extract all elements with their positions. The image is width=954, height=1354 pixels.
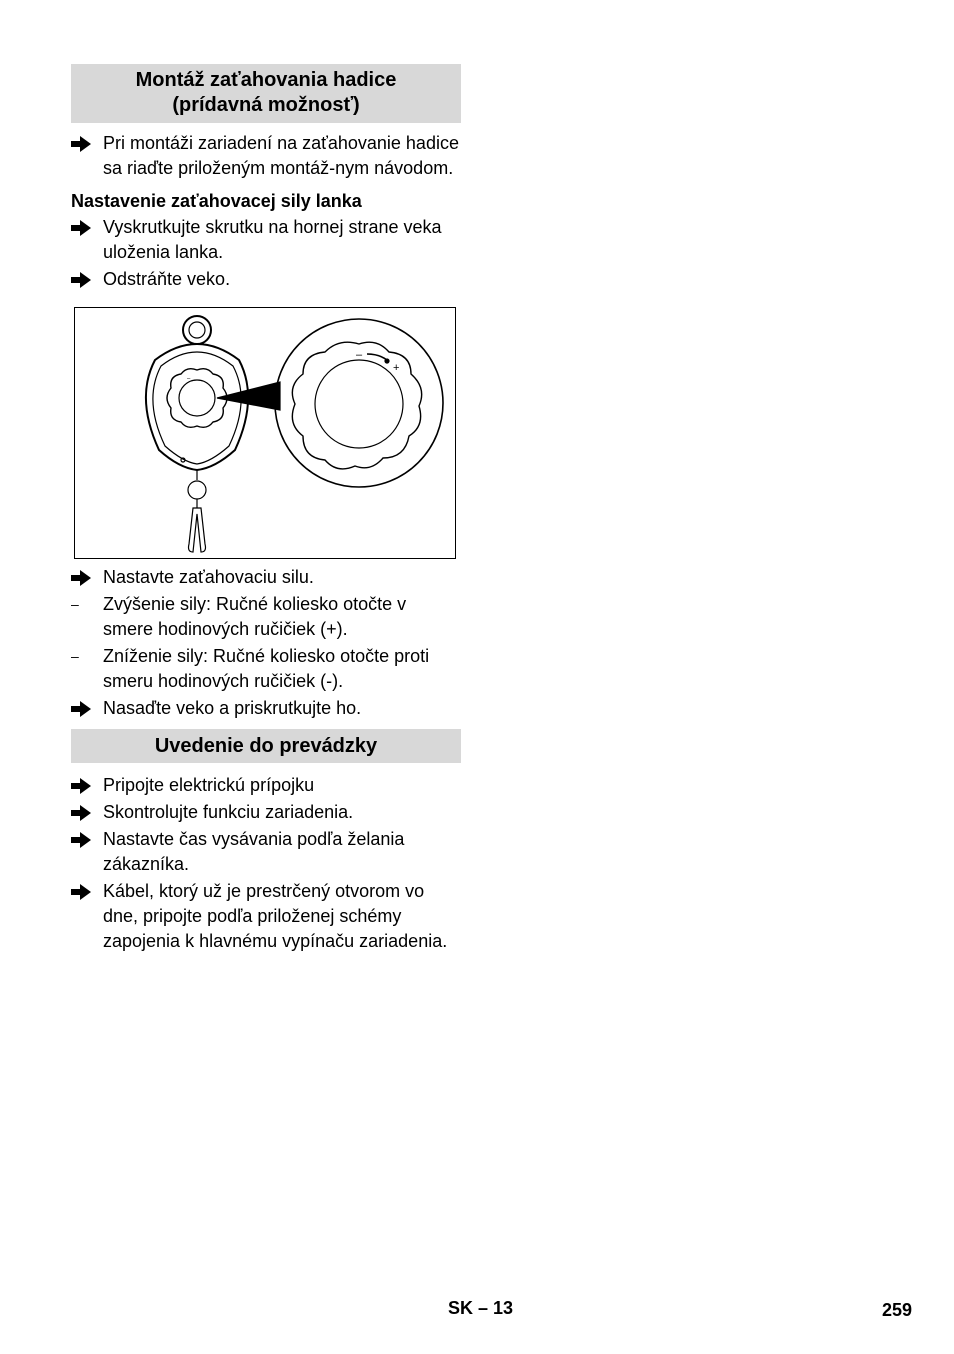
subsection-title: Nastavenie zaťahovacej sily lanka bbox=[71, 191, 362, 211]
list-item bbox=[71, 592, 461, 642]
dial-minus-small: – bbox=[187, 376, 191, 382]
list-item bbox=[71, 215, 461, 265]
footer-lang: SK bbox=[448, 1298, 474, 1318]
item-text: Zníženie sily: Ručné koliesko otočte proti smeru hodinových ručičiek (-). bbox=[103, 646, 430, 691]
right-arrow-icon bbox=[71, 267, 97, 288]
list-item bbox=[71, 131, 461, 181]
section-heading-commissioning: Uvedenie do prevádzky bbox=[71, 729, 461, 763]
item-text: Pripojte elektrickú prípojku bbox=[103, 775, 315, 795]
right-arrow-icon bbox=[71, 696, 97, 717]
content-column bbox=[71, 64, 461, 954]
list-item bbox=[71, 773, 461, 798]
item-text: Vyskrutkujte skrutku na hornej strane veka uloženia lanka. bbox=[103, 217, 442, 262]
heading-line-1: Montáž zaťahovania hadice bbox=[135, 69, 397, 91]
right-arrow-icon bbox=[71, 215, 97, 236]
right-arrow-icon bbox=[71, 565, 97, 586]
list-item bbox=[71, 827, 461, 877]
right-arrow-icon bbox=[71, 773, 97, 794]
list-item bbox=[71, 267, 461, 292]
item-text: Zvýšenie sily: Ručné koliesko otočte v smere hodinových ručičiek (+). bbox=[103, 594, 407, 639]
right-arrow-icon bbox=[71, 827, 97, 848]
right-arrow-icon bbox=[71, 131, 97, 152]
dial-minus-label: – bbox=[356, 349, 363, 361]
item-text: Skontrolujte funkciu zariadenia. bbox=[103, 802, 354, 822]
right-arrow-icon bbox=[71, 879, 97, 900]
section-heading-hose-retraction bbox=[71, 64, 461, 123]
item-text: Odstráňte veko. bbox=[103, 269, 231, 289]
item-text: Nastavte zaťahovaciu silu. bbox=[103, 567, 314, 587]
heading-line-2: (prídavná možnosť) bbox=[172, 94, 360, 116]
list-item bbox=[71, 879, 461, 954]
list-item bbox=[71, 696, 461, 721]
item-text: Nastavte čas vysávania podľa želania zákazníka. bbox=[103, 829, 405, 874]
list-item bbox=[71, 800, 461, 825]
footer-section-label bbox=[448, 1298, 513, 1319]
cable-reel-illustration bbox=[74, 307, 456, 559]
dial-plus-label: + bbox=[393, 362, 400, 374]
page-number: 259 bbox=[881, 1300, 912, 1320]
list-item bbox=[71, 565, 461, 590]
item-text: Pri montáži zariadení na zaťahovanie hadice sa riaďte priloženým montáž-nym návodom. bbox=[103, 133, 459, 178]
right-arrow-icon bbox=[71, 800, 97, 821]
item-text: Nasaďte veko a priskrutkujte ho. bbox=[103, 698, 362, 718]
list-item bbox=[71, 644, 461, 694]
footer-section-page: – 13 bbox=[478, 1298, 514, 1318]
dash-marker: – bbox=[71, 596, 79, 612]
item-text: Kábel, ktorý už je prestrčený otvorom vo dne, pripojte podľa priloženej schémy zapojenia k hlavnému vypínaču zariadenia. bbox=[103, 881, 448, 951]
dash-marker: – bbox=[71, 648, 79, 664]
